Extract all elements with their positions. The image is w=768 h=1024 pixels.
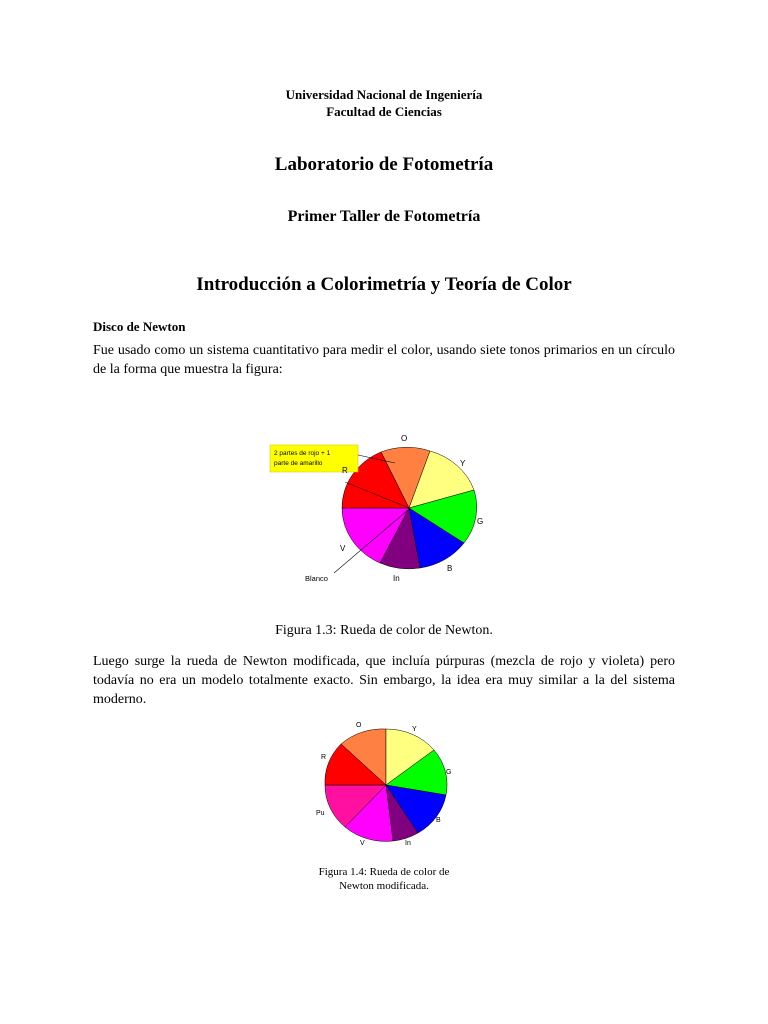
label-in: In: [405, 840, 411, 847]
label-b: B: [447, 564, 453, 573]
faculty-name: Facultad de Ciencias: [326, 104, 442, 119]
label-y: Y: [460, 459, 466, 468]
label-g: G: [446, 769, 452, 776]
note-line-1: 2 partes de rojo + 1: [274, 450, 331, 457]
modified-newton-color-wheel-figure: [310, 712, 460, 850]
university-name: Universidad Nacional de Ingeniería: [285, 87, 483, 102]
newton-color-wheel-figure: [260, 430, 510, 590]
paragraph-modified-wheel: Luego surge la rueda de Newton modificada, que incluía púrpuras (mezcla de rojo y violeta) pero todavía no era un modelo totalmente exacto. Sin embargo, la idea era muy similar a la del sistema moderno.: [93, 654, 675, 707]
section-title: Disco de Newton: [93, 319, 186, 334]
label-pu: Pu: [316, 810, 325, 817]
label-y: Y: [412, 726, 417, 733]
label-blanco: Blanco: [305, 574, 328, 583]
label-in: In: [393, 574, 400, 583]
label-b: B: [436, 817, 441, 824]
label-v: V: [360, 840, 365, 847]
label-g: G: [477, 517, 484, 526]
paragraph-newton-disk: Fue usado como un sistema cuantitativo para medir el color, usando siete tonos primarios en un círculo de la forma que muestra la figura:: [93, 343, 675, 377]
label-v: V: [340, 544, 346, 553]
label-r: R: [342, 466, 348, 475]
lab-title: Laboratorio de Fotometría: [274, 154, 494, 175]
label-o: O: [356, 722, 362, 729]
label-o: O: [401, 434, 408, 443]
note-line-2: parte de amarillo: [274, 460, 323, 467]
figure-1-4-caption-line-1: Figura 1.4: Rueda de color de: [318, 866, 450, 878]
figure-1-3-caption: Figura 1.3: Rueda de color de Newton.: [275, 623, 493, 638]
label-r: R: [321, 754, 327, 761]
workshop-title: Primer Taller de Fotometría: [287, 208, 481, 225]
main-title: Introducción a Colorimetría y Teoría de Color: [196, 274, 572, 295]
figure-1-4-caption-line-2: Newton modificada.: [339, 880, 429, 892]
